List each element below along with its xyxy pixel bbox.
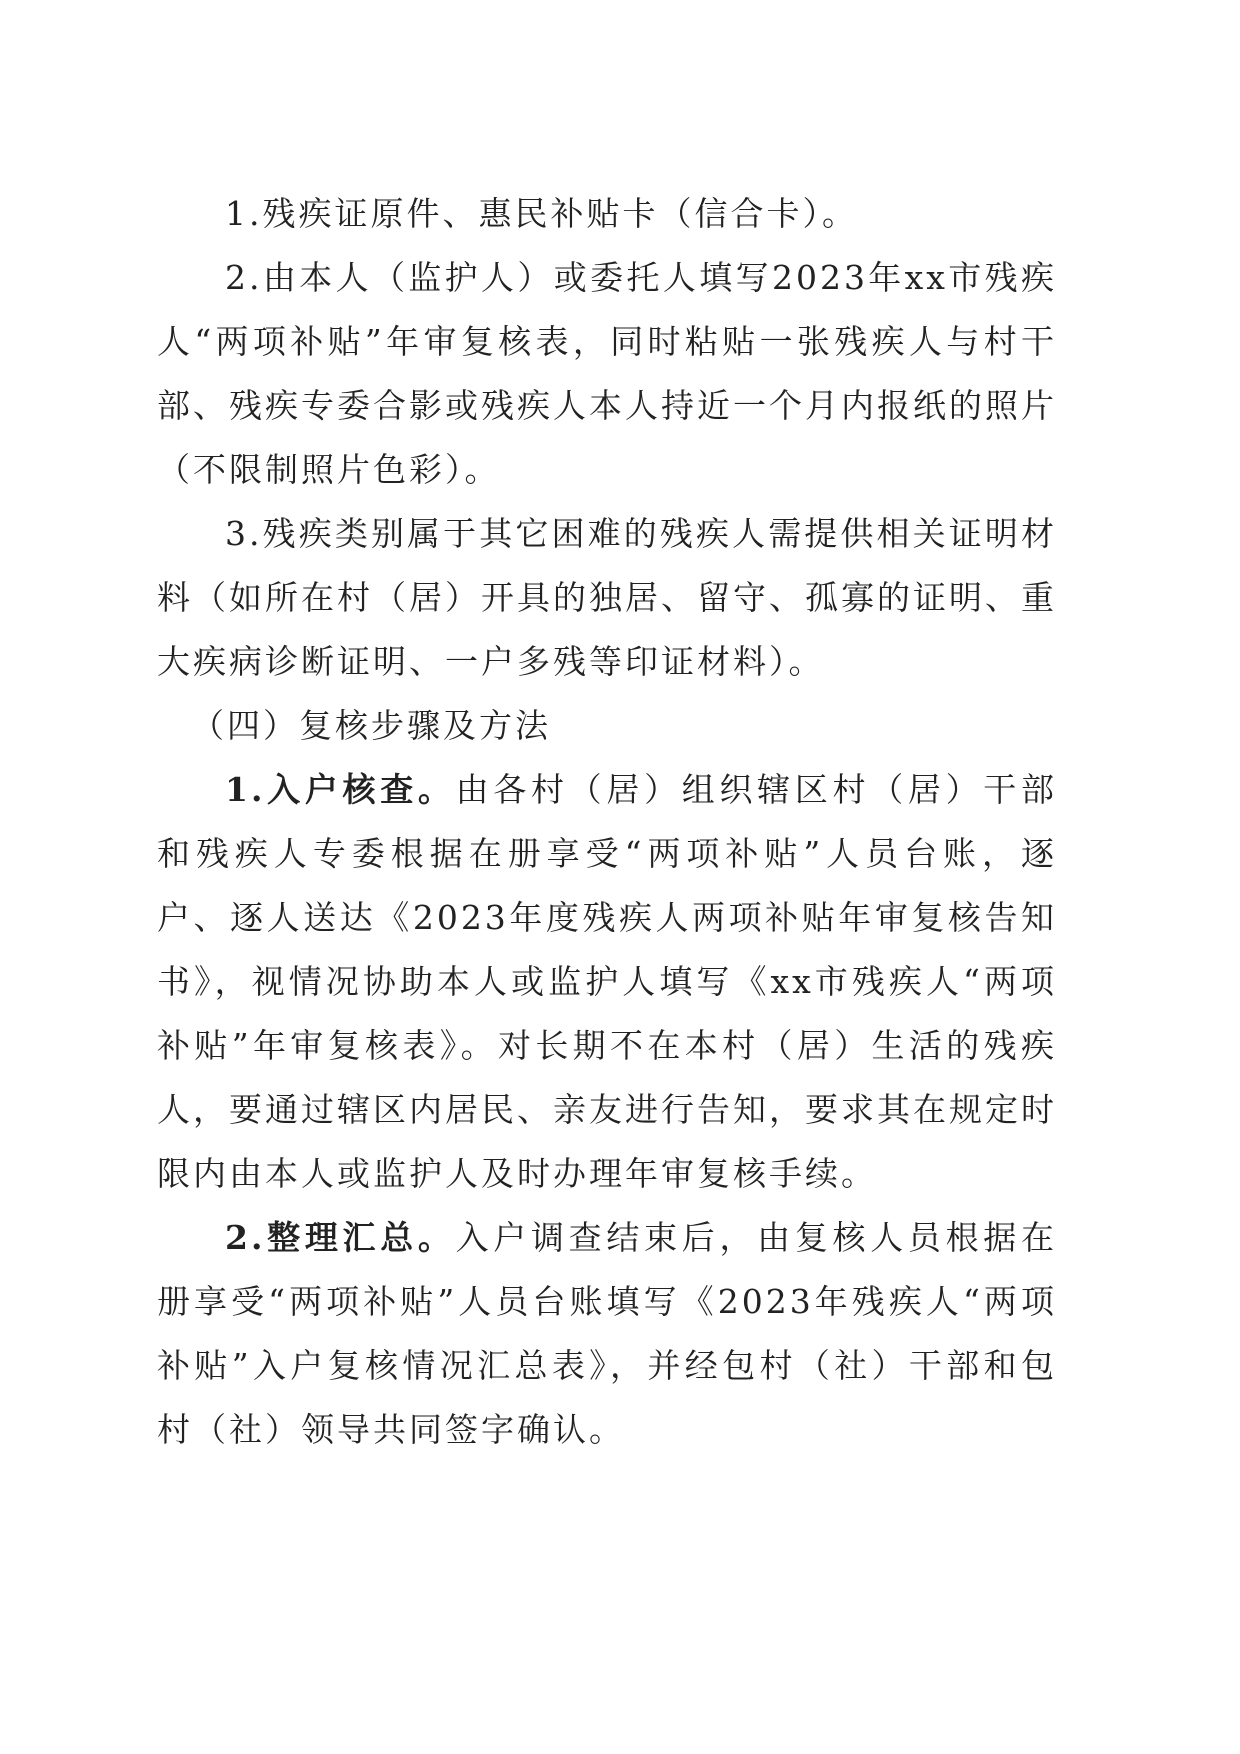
step-text: 入户调查结束后，由复核人员根据在册享受“两项补贴”人员台账填写《2023年残疾人“两项补贴”入户复核情况汇总表》，并经包村（社）干部和包村（社）领导共同签字确认。 [157, 1218, 1057, 1449]
paragraph-text: 2.由本人（监护人）或委托人填写2023年xx市残疾人“两项补贴”年审复核表，同时粘贴一张残疾人与村干部、残疾专委合影或残疾人本人持近一个月内报纸的照片（不限制照片色彩）。 [157, 258, 1057, 489]
section-heading [157, 694, 1057, 758]
paragraph-item-3 [157, 502, 1057, 694]
step-lead: 2.整理汇总。 [225, 1218, 456, 1257]
section-heading-text: （四）复核步骤及方法 [191, 706, 551, 745]
paragraph-text: 1.残疾证原件、惠民补贴卡（信合卡）。 [225, 194, 858, 233]
paragraph-text: 3.残疾类别属于其它困难的残疾人需提供相关证明材料（如所在村（居）开具的独居、留守、孤寡的证明、重大疾病诊断证明、一户多残等印证材料）。 [157, 514, 1057, 681]
step-lead: 1.入户核查。 [225, 770, 456, 809]
step-paragraph-2 [157, 1206, 1057, 1462]
document-body [157, 182, 1057, 1462]
step-text: 由各村（居）组织辖区村（居）干部和残疾人专委根据在册享受“两项补贴”人员台账，逐户、逐人送达《2023年度残疾人两项补贴年审复核告知书》，视情况协助本人或监护人填写《xx市残疾人“两项补贴”年审复核表》。对长期不在本村（居）生活的残疾人，要通过辖区内居民、亲友进行告知，要求其在规定时限内由本人或监护人及时办理年审复核手续。 [157, 770, 1057, 1193]
step-paragraph-1 [157, 758, 1057, 1206]
paragraph-item-1 [157, 182, 1057, 246]
paragraph-item-2 [157, 246, 1057, 502]
